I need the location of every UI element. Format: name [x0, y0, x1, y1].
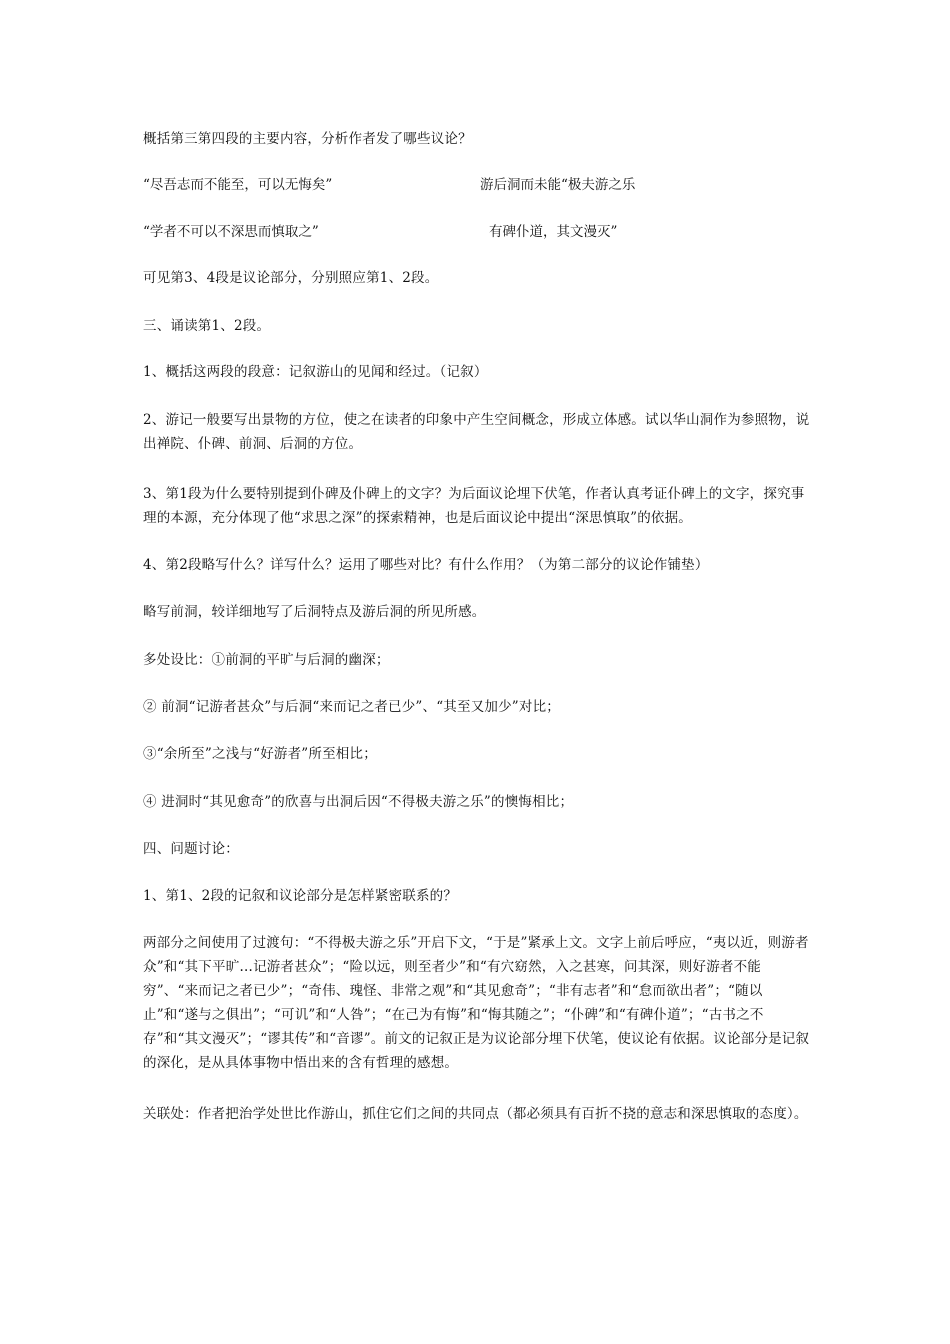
item-1-paragraph: 1、概括这两段的段意：记叙游山的见闻和经过。（记叙）	[143, 364, 488, 380]
contrast-2: ② 前洞“记游者甚众”与后洞“来而记之者已少”、“其至又加少”对比；	[143, 699, 560, 715]
contrast-4: ④ 进洞时“其见愈奇”的欣喜与出洞后因“不得极夫游之乐”的懊悔相比；	[143, 794, 574, 810]
contrast-1: 多处设比：①前洞的平旷与后洞的幽深；	[143, 652, 390, 668]
brief-detail-paragraph: 略写前洞，较详细地写了后洞特点及游后洞的所见所感。	[143, 604, 486, 620]
section-heading-3: 三、诵读第1、2段。	[143, 318, 271, 334]
discussion-answer-paragraph: 两部分之间使用了过渡句：“不得极夫游之乐”开启下文，“于是”紧承上文。文字上前后呼应，“夷以近，则游者众”和“其下平旷…记游者甚众”；“险以远，则至者少”和“有穴窈然，入之甚寒，问其深，则好游者不能穷”、“来而记之者已少”；“奇伟、瑰怪、非常之观”和“其见愈奇”；“非有志者”和“怠而欲出者”；“随以止”和“遂与之俱出”；“可讥”和“人咎”；“在己为有悔”和“悔其随之”；“仆碑”和“有碑仆道”；“古书之不存”和“其文漫灭”；“谬其传”和“音谬”。前文的记叙正是为议论部分埋下伏笔，使议论有依据。议论部分是记叙的深化，是从具体事物中悟出来的含有哲理的感想。	[143, 935, 810, 1071]
item-4-paragraph: 4、第2段略写什么？详写什么？运用了哪些对比？有什么作用？（为第二部分的议论作铺垫）	[143, 557, 709, 573]
quote-right-1: 游后洞而未能“极夫游之乐	[480, 177, 636, 193]
item-2-paragraph: 2、游记一般要写出景物的方位，使之在读者的印象中产生空间概念，形成立体感。试以华山洞作为参照物，说出禅院、仆碑、前洞、后洞的方位。	[143, 412, 810, 452]
quote-left-2: “学者不可以不深思而慎取之”	[143, 224, 319, 240]
quote-right-2: 有碑仆道，其文漫灭”	[489, 224, 618, 240]
argument-pair-row-1	[143, 173, 811, 197]
discussion-question-1: 1、第1、2段的记叙和议论部分是怎样紧密联系的？	[143, 888, 458, 904]
section-heading-4: 四、问题讨论：	[143, 841, 239, 857]
item-3-paragraph: 3、第1段为什么要特别提到仆碑及仆碑上的文字？为后面议论埋下伏笔，作者认真考证仆碑上的文字，探究事理的本源，充分体现了他“求思之深”的探索精神，也是后面议论中提出“深思慎取”的依据。	[143, 486, 805, 526]
contrast-3: ③“余所至”之浅与“好游者”所至相比；	[143, 746, 377, 762]
question-summary-paragraphs-3-4: 概括第三第四段的主要内容，分析作者发了哪些议论？	[143, 131, 472, 147]
conclusion-paragraph: 可见第3、4段是议论部分，分别照应第1、2段。	[143, 270, 439, 286]
argument-pair-row-2	[143, 220, 811, 244]
connection-paragraph: 关联处：作者把治学处世比作游山，抓住它们之间的共同点（都必须具有百折不挠的意志和深思慎取的态度）。	[143, 1106, 808, 1122]
quote-left-1: “尽吾志而不能至，可以无悔矣”	[143, 177, 333, 193]
